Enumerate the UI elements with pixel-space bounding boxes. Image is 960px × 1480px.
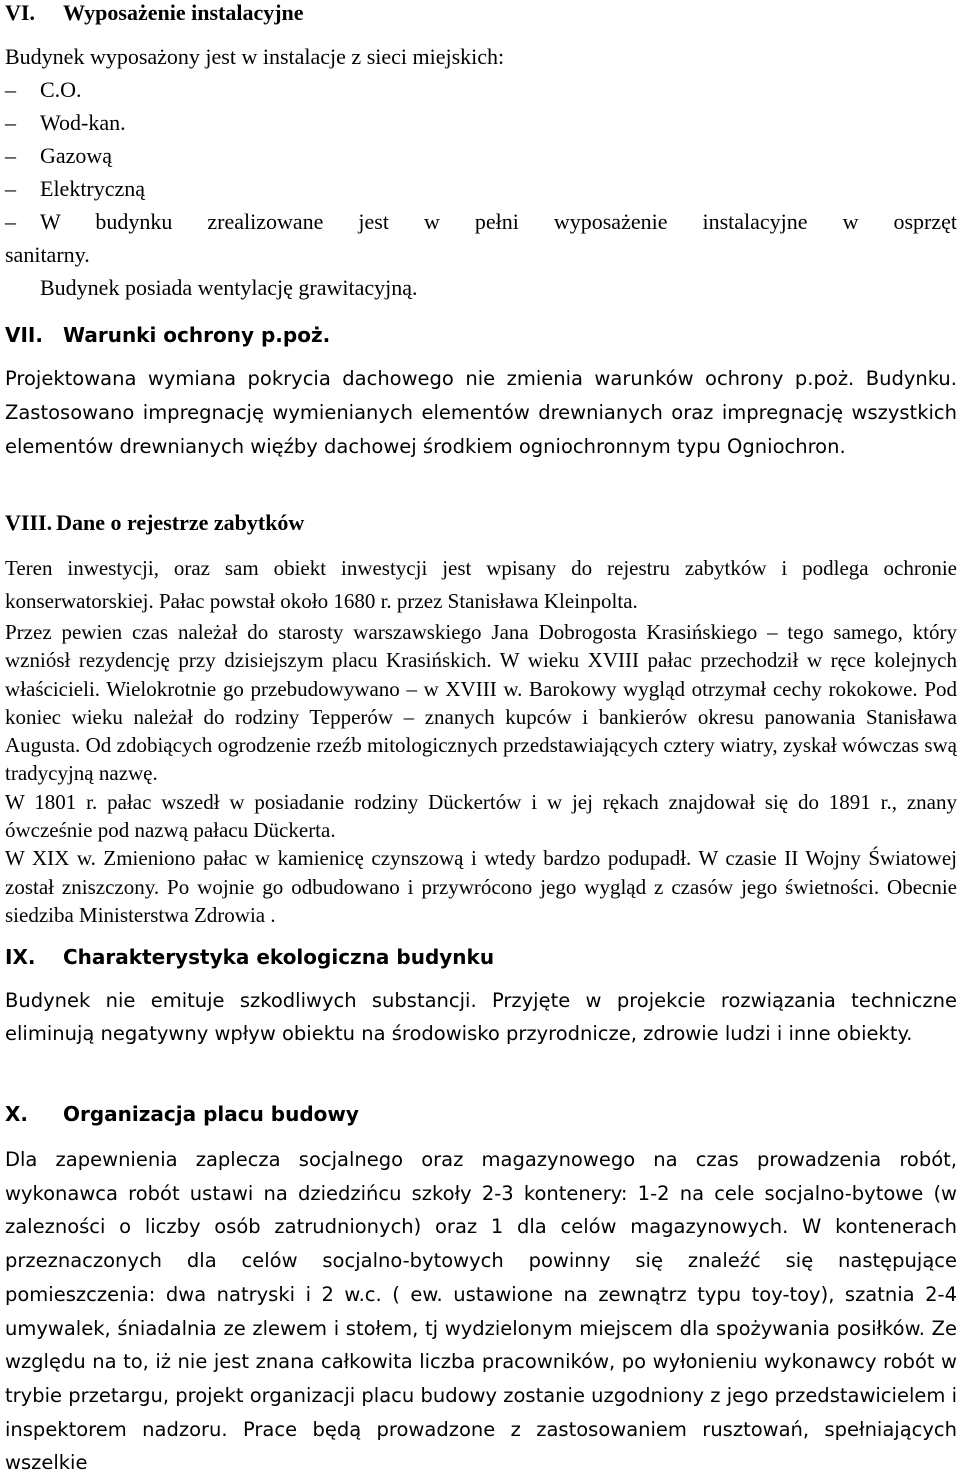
section-8-number: VIII.	[5, 510, 53, 535]
section-9-title: Charakterystyka ekologiczna budynku	[63, 945, 495, 969]
section-7-paragraph: Projektowana wymiana pokrycia dachowego nie zmienia warunków ochrony p.poż. Budynku. Zastosowano impregnację wymienianych elementów drewnianych oraz impregnację wszystkich elementów drewnianych więźby dachowej środkiem ogniochronnym typu Ogniochron.	[5, 367, 957, 458]
section-10-number: X.	[5, 1102, 29, 1126]
section-7-number: VII.	[5, 323, 43, 347]
section-8-paragraph-4: W XIX w. Zmieniono pałac w kamienicę czynszową i wtedy bardzo podupadł. W czasie II Wojny Światowej został zniszczony. Po wojnie go odbudowano i przywrócono jego wygląd z czasów jego świetności. Obecnie siedziba Ministerstwa Zdrowia .	[5, 846, 957, 927]
list-item-text: Wod-kan.	[40, 110, 126, 135]
list-item	[5, 205, 957, 238]
list-item-continuation-text: sanitarny.	[5, 242, 90, 267]
list-item-text: Gazową	[40, 143, 113, 168]
installation-list	[5, 73, 957, 271]
section-9-number: IX.	[5, 945, 36, 969]
dash-bullet: –	[5, 176, 16, 201]
list-item	[5, 73, 957, 106]
section-8-paragraph-2: Przez pewien czas należał do starosty warszawskiego Jana Dobrogosta Krasińskiego – tego samego, który wzniósł rezydencję przy dzisiejszym placu Krasińskich. W wieku XVIII pałac przechodził w ręce kolejnych właścicieli. Wielokrotnie go przebudowywano – w XVIII w. Barokowy wygląd otrzymał cechy rokokowe. Pod koniec wieku należał do rodziny Tepperów – znanych kupców i bankierów okresu panowania Stanisława Augusta. Od zdobiących ogrodzenie rzeźb mitologicznych przedstawiających cztery wiatry, zyskał wówczas swą tradycyjną nazwę.	[5, 620, 957, 786]
section-10-heading	[5, 1101, 957, 1127]
section-6-heading	[5, 0, 957, 26]
section-8-heading	[5, 510, 957, 536]
section-7-heading	[5, 322, 957, 348]
section-8-paragraph-1: Teren inwestycji, oraz sam obiekt inwestycji jest wpisany do rejestru zabytków i podlega ochronie konserwatorskiej. Pałac powstał około 1680 r. przez Stanisława Kleinpolta.	[5, 556, 957, 613]
list-item	[5, 106, 957, 139]
section-6-number: VI.	[5, 0, 35, 25]
section-8-body	[5, 552, 957, 929]
section-8-paragraph-3: W 1801 r. pałac wszedł w posiadanie rodziny Dückertów i w jej rękach znajdował się do 1891 r., znany ówcześnie pod nazwą pałacu Dückerta.	[5, 789, 957, 843]
section-6-body	[5, 40, 957, 304]
dash-bullet: –	[5, 143, 16, 168]
dash-bullet: –	[5, 209, 16, 234]
dash-bullet: –	[5, 110, 16, 135]
list-item-continuation	[5, 238, 957, 271]
section-7-title: Warunki ochrony p.poż.	[63, 323, 331, 347]
section-9-paragraph: Budynek nie emituje szkodliwych substancji. Przyjęte w projekcie rozwiązania techniczne eliminują negatywny wpływ obiektu na środowisko przyrodnicze, zdrowie ludzi i inne obiekty.	[5, 989, 957, 1045]
section-6-intro: Budynek wyposażony jest w instalacje z sieci miejskich:	[5, 44, 505, 69]
section-10-paragraph: Dla zapewnienia zaplecza socjalnego oraz magazynowego na czas prowadzenia robót, wykonawca robót ustawi na dziedzińcu szkoły 2-3 kontenery: 1-2 na cele socjalno-bytowe (w zalezności o liczby osób zatrudnionych) oraz 1 dla celów magazynowych. W kontenerach przeznaczonych dla celów socjalno-bytowych powinny się znaleźć się następujące pomieszczenia: dwa natryski i 2 w.c. ( ew. ustawione na zewnątrz typu toy-toy), szatnia 2-4 umywalek, śniadalnia ze zlewem i stołem, tj wydzielonym miejscem dla spożywania posiłków. Ze względu na to, iż nie jest znana całkowita liczba pracowników, po wyłonieniu wykonawcy robót w trybie przetargu, projekt organizacji placu budowy zostanie uzgodniony z jego przedstawicielem i inspektorem nadzoru. Prace będą prowadzone z zastosowaniem rusztowań, spełniających wszelkie	[5, 1148, 957, 1475]
section-8-title: Dane o rejestrze zabytków	[56, 510, 305, 535]
list-item	[5, 139, 957, 172]
ventilation-note: Budynek posiada wentylację grawitacyjną.	[40, 275, 418, 300]
section-6-title: Wyposażenie instalacyjne	[63, 0, 304, 25]
dash-bullet: –	[5, 77, 16, 102]
section-9-heading	[5, 944, 957, 970]
list-item-text: Elektryczną	[40, 176, 146, 201]
list-item-text: C.O.	[40, 77, 82, 102]
section-10-title: Organizacja placu budowy	[63, 1102, 359, 1126]
list-item	[5, 172, 957, 205]
list-item-text: W budynku zrealizowane jest w pełni wyposażenie instalacyjne w osprzęt	[40, 209, 957, 234]
